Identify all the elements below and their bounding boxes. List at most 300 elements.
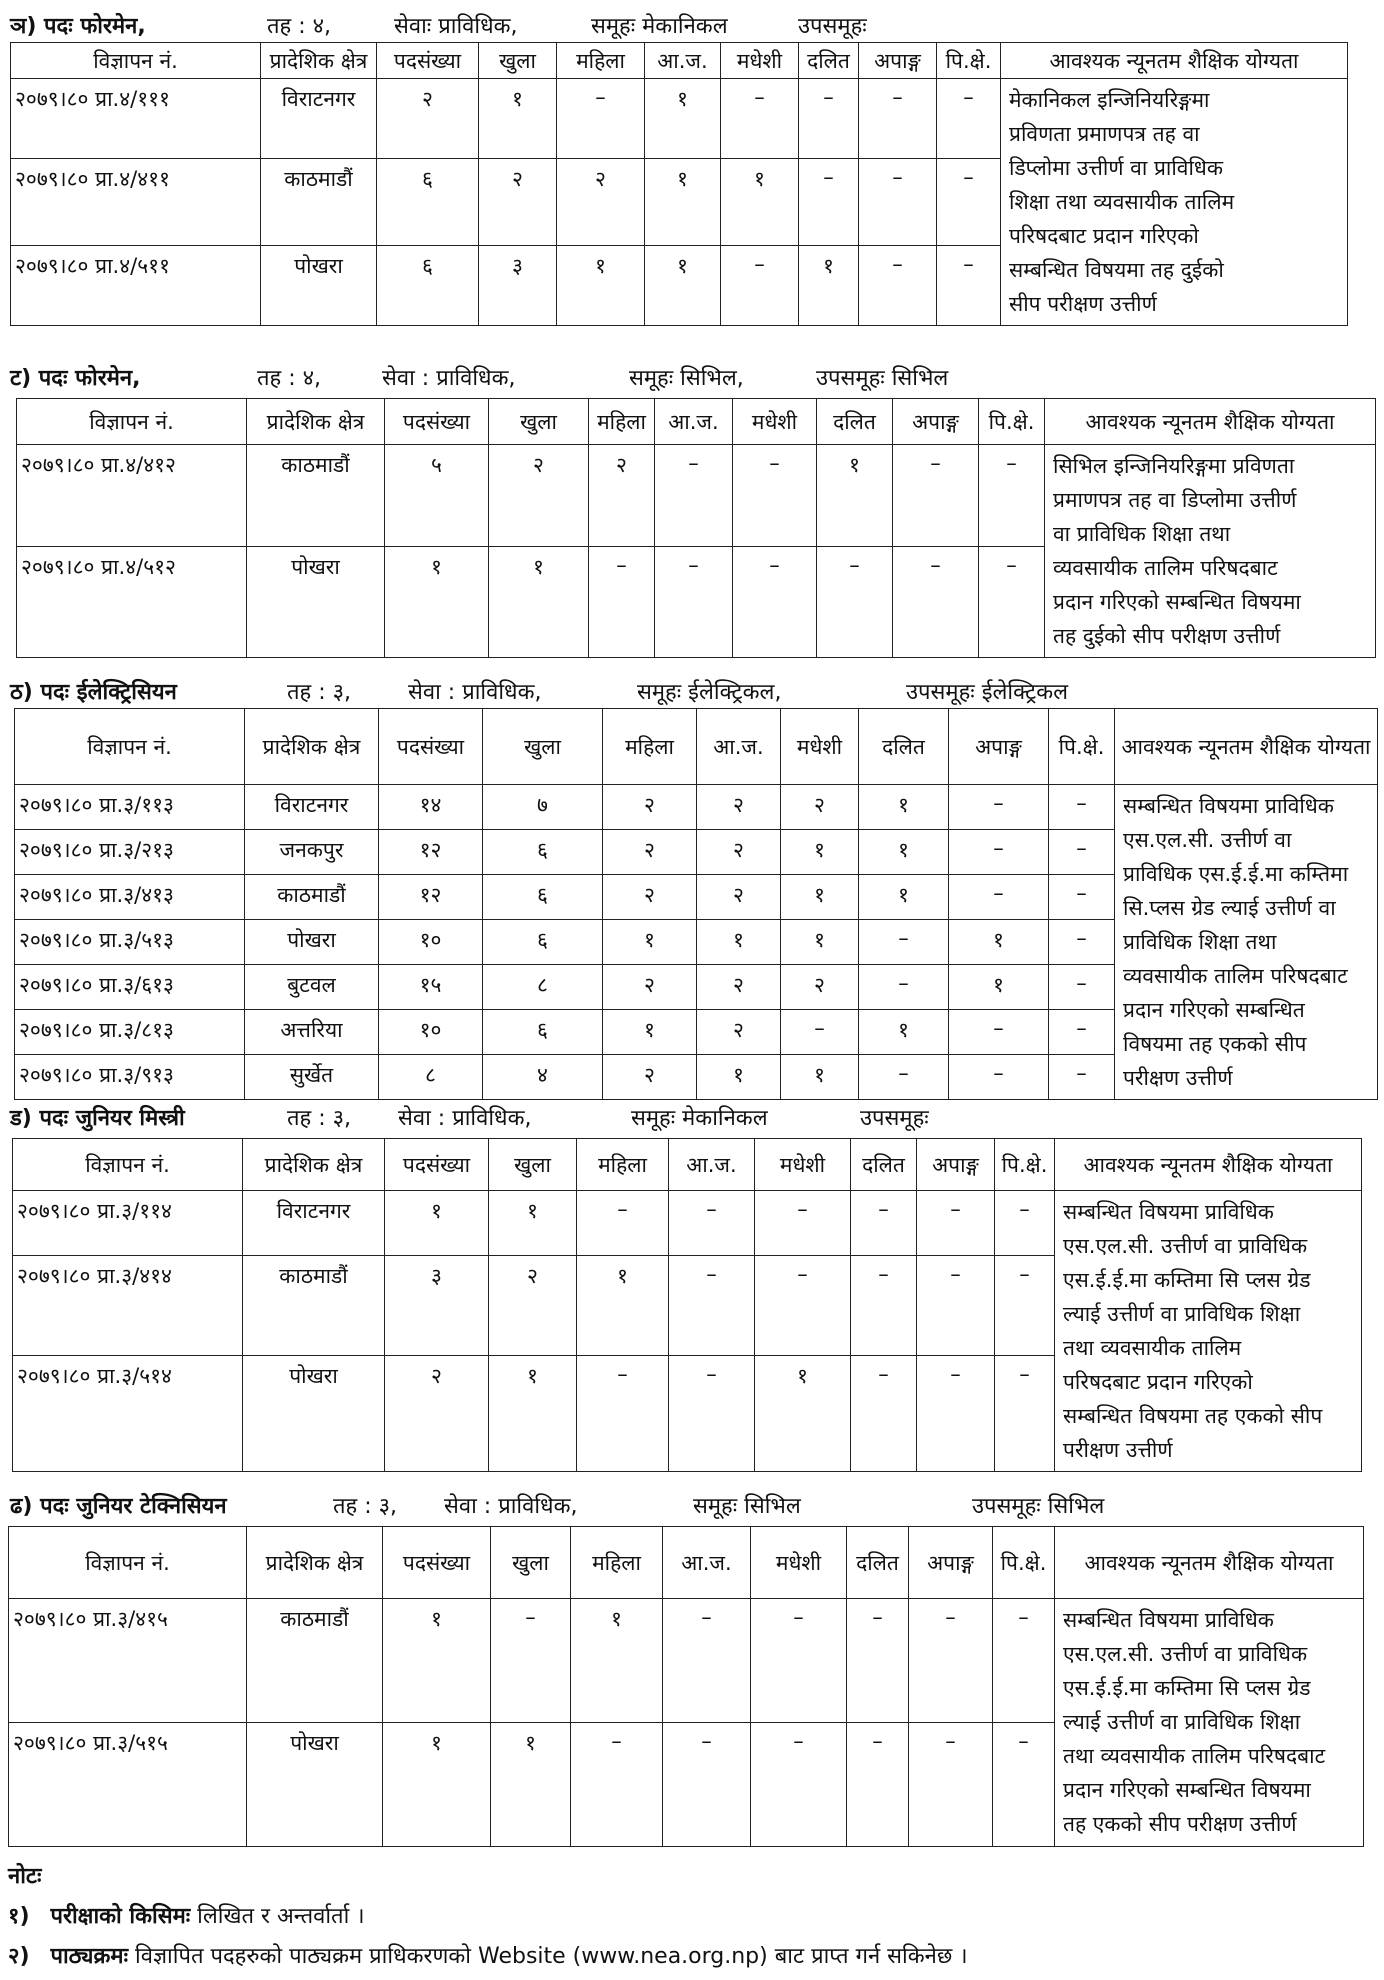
adibasi-janajati-cell: – [663, 1599, 751, 1723]
column-header: पदसंख्या [379, 709, 483, 785]
post-count-cell: २ [377, 79, 479, 159]
region-cell: जनकपुर [245, 830, 379, 875]
region-cell: बुटवल [245, 965, 379, 1010]
adibasi-janajati-cell: १ [645, 158, 721, 245]
madhesi-cell: – [751, 1723, 847, 1847]
ad-number-cell: २०७९।८० प्रा.३/५१४ [13, 1356, 243, 1472]
column-header: प्रादेशिक क्षेत्र [247, 399, 385, 445]
post-count-cell: ८ [379, 1055, 483, 1100]
dalit-cell: १ [799, 246, 859, 326]
post-count-cell: १ [383, 1723, 491, 1847]
adibasi-janajati-cell: १ [645, 79, 721, 159]
section-heading [10, 1490, 1104, 1520]
post-title: ठ) पदः ईलेक्ट्रिसियन [10, 680, 177, 705]
service: सेवा : प्राविधिक, [444, 1494, 578, 1519]
column-header: विज्ञापन नं. [17, 399, 247, 445]
adibasi-janajati-cell: २ [697, 965, 781, 1010]
open-cell: १ [489, 1191, 577, 1256]
post-title: ड) पदः जुनियर मिस्त्री [10, 1106, 185, 1131]
dalit-cell: १ [859, 875, 949, 920]
column-header: विज्ञापन नं. [11, 43, 261, 79]
madhesi-cell: – [733, 546, 817, 657]
column-header: दलित [859, 709, 949, 785]
level: तह : ४, [267, 14, 332, 39]
women-cell: १ [603, 1010, 697, 1055]
note-label: पाठ्यक्रमः [50, 1944, 129, 1969]
disabled-cell: – [893, 445, 979, 547]
region-cell: विराटनगर [261, 79, 377, 159]
qualification-line: डिप्लोमा उत्तीर्ण वा प्राविधिक [1009, 156, 1223, 180]
column-header: मधेशी [755, 1139, 851, 1191]
ad-number-cell: २०७९।८० प्रा.४/५११ [11, 246, 261, 326]
column-header: खुला [491, 1527, 571, 1599]
dalit-cell: – [847, 1723, 909, 1847]
women-cell: २ [603, 830, 697, 875]
vacancy-table [16, 398, 1376, 658]
adibasi-janajati-cell: १ [697, 920, 781, 965]
column-header: अपाङ्ग [909, 1527, 993, 1599]
column-header: दलित [847, 1527, 909, 1599]
column-header: आवश्यक न्यूनतम शैक्षिक योग्यता [1001, 43, 1348, 79]
remote-area-cell: – [995, 1255, 1055, 1355]
qualification-line: सि.प्लस ग्रेड ल्याई उत्तीर्ण वा [1123, 896, 1336, 920]
madhesi-cell: – [755, 1255, 851, 1355]
remote-area-cell: – [995, 1356, 1055, 1472]
dalit-cell: – [859, 1055, 949, 1100]
open-cell: २ [489, 1255, 577, 1355]
qualification-line: वा प्राविधिक शिक्षा तथा [1053, 522, 1231, 546]
post-count-cell: ६ [377, 158, 479, 245]
column-header: आ.ज. [655, 399, 733, 445]
open-cell: १ [489, 1356, 577, 1472]
column-header: दलित [799, 43, 859, 79]
note-number: २) [8, 1944, 30, 1969]
madhesi-cell: – [733, 445, 817, 547]
remote-area-cell: – [937, 79, 1001, 159]
qualification-line: मेकानिकल इन्जिनियरिङ्गमा [1009, 88, 1210, 112]
remote-area-cell: – [1049, 785, 1115, 830]
region-cell: काठमाडौं [245, 875, 379, 920]
adibasi-janajati-cell: – [669, 1255, 755, 1355]
madhesi-cell: २ [781, 965, 859, 1010]
qualification-cell [1055, 1191, 1362, 1472]
group: समूहः मेकानिकल [591, 14, 728, 39]
madhesi-cell: १ [721, 158, 799, 245]
column-header: आवश्यक न्यूनतम शैक्षिक योग्यता [1055, 1139, 1362, 1191]
column-header: महिला [603, 709, 697, 785]
region-cell: पोखरा [247, 1723, 383, 1847]
column-header: दलित [851, 1139, 917, 1191]
column-header: पि.क्षे. [995, 1139, 1055, 1191]
column-header: अपाङ्ग [859, 43, 937, 79]
open-cell: १ [479, 79, 557, 159]
remote-area-cell: – [993, 1599, 1055, 1723]
group: समूहः सिभिल [693, 1494, 801, 1519]
remote-area-cell: – [937, 158, 1001, 245]
remote-area-cell: – [979, 546, 1045, 657]
column-header: आ.ज. [645, 43, 721, 79]
adibasi-janajati-cell: – [663, 1723, 751, 1847]
column-header: महिला [571, 1527, 663, 1599]
madhesi-cell: १ [781, 830, 859, 875]
ad-number-cell: २०७९।८० प्रा.३/९१३ [15, 1055, 245, 1100]
post-count-cell: १ [385, 1191, 489, 1256]
remote-area-cell: – [979, 445, 1045, 547]
service: सेवा : प्राविधिक, [398, 1106, 532, 1131]
ad-number-cell: २०७९।८० प्रा.३/४१४ [13, 1255, 243, 1355]
disabled-cell: १ [949, 920, 1049, 965]
disabled-cell: – [949, 1055, 1049, 1100]
disabled-cell: – [893, 546, 979, 657]
qualification-line: प्रदान गरिएको सम्बन्धित [1123, 998, 1305, 1022]
women-cell: – [577, 1191, 669, 1256]
note-text: विज्ञापित पदहरुको पाठ्यक्रम प्राधिकरणको Website (www.nea.org.np) बाट प्राप्त गर्न सकिनेछ । [135, 1944, 968, 1969]
women-cell: २ [603, 785, 697, 830]
column-header: दलित [817, 399, 893, 445]
qualification-line: सम्बन्धित विषयमा तह दुईको [1009, 258, 1224, 282]
column-header: आवश्यक न्यूनतम शैक्षिक योग्यता [1115, 709, 1378, 785]
region-cell: पोखरा [261, 246, 377, 326]
women-cell: – [589, 546, 655, 657]
adibasi-janajati-cell: २ [697, 830, 781, 875]
adibasi-janajati-cell: २ [697, 785, 781, 830]
post-count-cell: १० [379, 1010, 483, 1055]
dalit-cell: – [851, 1191, 917, 1256]
disabled-cell: – [909, 1723, 993, 1847]
post-count-cell: १ [385, 546, 489, 657]
region-cell: पोखरा [245, 920, 379, 965]
qualification-line: व्यवसायीक तालिम परिषदबाट [1053, 556, 1278, 580]
post-count-cell: २ [385, 1356, 489, 1472]
note-item [8, 1940, 968, 1970]
madhesi-cell: – [721, 79, 799, 159]
madhesi-cell: १ [781, 875, 859, 920]
column-header: महिला [577, 1139, 669, 1191]
column-header: आवश्यक न्यूनतम शैक्षिक योग्यता [1055, 1527, 1364, 1599]
column-header: खुला [479, 43, 557, 79]
region-cell: सुर्खेत [245, 1055, 379, 1100]
disabled-cell: १ [949, 965, 1049, 1010]
dalit-cell: – [799, 79, 859, 159]
open-cell: २ [479, 158, 557, 245]
post-count-cell: ६ [377, 246, 479, 326]
open-cell: ४ [483, 1055, 603, 1100]
level: तह : ३, [287, 680, 352, 705]
column-header: महिला [557, 43, 645, 79]
dalit-cell: १ [859, 785, 949, 830]
disabled-cell: – [949, 830, 1049, 875]
level: तह : ३, [333, 1494, 398, 1519]
column-header: पदसंख्या [385, 399, 489, 445]
remote-area-cell: – [1049, 965, 1115, 1010]
column-header: प्रादेशिक क्षेत्र [243, 1139, 385, 1191]
post-count-cell: १२ [379, 830, 483, 875]
women-cell: १ [603, 920, 697, 965]
column-header: विज्ञापन नं. [9, 1527, 247, 1599]
madhesi-cell: – [755, 1191, 851, 1256]
dalit-cell: – [799, 158, 859, 245]
post-title: ढ) पदः जुनियर टेक्निसियन [10, 1494, 227, 1519]
ad-number-cell: २०७९।८० प्रा.३/६१३ [15, 965, 245, 1010]
qualification-line: विषयमा तह एकको सीप [1123, 1032, 1307, 1056]
table-row [15, 785, 1378, 830]
region-cell: विराटनगर [245, 785, 379, 830]
note-label: परीक्षाको किसिमः [50, 1904, 191, 1929]
column-header: पि.क्षे. [937, 43, 1001, 79]
adibasi-janajati-cell: – [655, 445, 733, 547]
region-cell: विराटनगर [243, 1191, 385, 1256]
remote-area-cell: – [995, 1191, 1055, 1256]
vacancy-table [8, 1526, 1364, 1847]
women-cell: २ [557, 158, 645, 245]
post-count-cell: १५ [379, 965, 483, 1010]
column-header: अपाङ्ग [949, 709, 1049, 785]
column-header: आ.ज. [697, 709, 781, 785]
adibasi-janajati-cell: – [669, 1356, 755, 1472]
dalit-cell: – [817, 546, 893, 657]
qualification-line: व्यवसायीक तालिम परिषदबाट [1123, 964, 1348, 988]
notes-block [8, 1860, 968, 1980]
dalit-cell: १ [859, 1010, 949, 1055]
dalit-cell: – [847, 1599, 909, 1723]
adibasi-janajati-cell: २ [697, 875, 781, 920]
qualification-line: सम्बन्धित विषयमा प्राविधिक [1063, 1200, 1274, 1224]
qualification-line: परिषदबाट प्रदान गरिएको [1009, 224, 1199, 248]
post-count-cell: १ [383, 1599, 491, 1723]
service: सेवा : प्राविधिक, [408, 680, 542, 705]
column-header: आ.ज. [669, 1139, 755, 1191]
remote-area-cell: – [993, 1723, 1055, 1847]
adibasi-janajati-cell: १ [697, 1055, 781, 1100]
adibasi-janajati-cell: १ [645, 246, 721, 326]
remote-area-cell: – [1049, 920, 1115, 965]
disabled-cell: – [917, 1255, 995, 1355]
column-header: पि.क्षे. [1049, 709, 1115, 785]
subgroup: उपसमूहः सिभिल [972, 1494, 1105, 1519]
open-cell: ६ [483, 1010, 603, 1055]
qualification-line: सम्बन्धित विषयमा प्राविधिक [1063, 1608, 1274, 1632]
column-header: खुला [489, 399, 589, 445]
disabled-cell: – [949, 1010, 1049, 1055]
women-cell: २ [603, 1055, 697, 1100]
qualification-line: परीक्षण उत्तीर्ण [1063, 1438, 1173, 1462]
column-header: आवश्यक न्यूनतम शैक्षिक योग्यता [1045, 399, 1376, 445]
ad-number-cell: २०७९।८० प्रा.३/५१३ [15, 920, 245, 965]
adibasi-janajati-cell: – [669, 1191, 755, 1256]
disabled-cell: – [949, 875, 1049, 920]
qualification-line: एस.एल.सी. उत्तीर्ण वा प्राविधिक [1063, 1642, 1308, 1666]
table-row [17, 445, 1376, 547]
level: तह : ४, [257, 366, 322, 391]
qualification-line: एस.ई.ई.मा कम्तिमा सि प्लस ग्रेड [1063, 1676, 1311, 1700]
adibasi-janajati-cell: २ [697, 1010, 781, 1055]
table-header-row [15, 709, 1378, 785]
madhesi-cell: १ [781, 1055, 859, 1100]
qualification-line: एस.ई.ई.मा कम्तिमा सि प्लस ग्रेड [1063, 1268, 1311, 1292]
open-cell: ६ [483, 875, 603, 920]
qualification-line: प्रविणता प्रमाणपत्र तह वा [1009, 122, 1200, 146]
madhesi-cell: – [781, 1010, 859, 1055]
open-cell: १ [489, 546, 589, 657]
table-header-row [11, 43, 1348, 79]
qualification-cell [1001, 79, 1348, 326]
qualification-cell [1055, 1599, 1364, 1847]
table-header-row [17, 399, 1376, 445]
qualification-line: ल्याई उत्तीर्ण वा प्राविधिक शिक्षा [1063, 1710, 1301, 1734]
table-header-row [13, 1139, 1362, 1191]
subgroup: उपसमूहः [860, 1106, 929, 1131]
subgroup: उपसमूहः ईलेक्ट्रिकल [906, 680, 1069, 705]
open-cell: ७ [483, 785, 603, 830]
open-cell: ३ [479, 246, 557, 326]
post-count-cell: १२ [379, 875, 483, 920]
remote-area-cell: – [1049, 1010, 1115, 1055]
dalit-cell: – [851, 1356, 917, 1472]
column-header: अपाङ्ग [893, 399, 979, 445]
women-cell: २ [603, 875, 697, 920]
disabled-cell: – [917, 1356, 995, 1472]
region-cell: काठमाडौं [247, 1599, 383, 1723]
qualification-line: प्रदान गरिएको सम्बन्धित विषयमा [1063, 1778, 1311, 1802]
ad-number-cell: २०७९।८० प्रा.४/४१२ [17, 445, 247, 547]
open-cell: ६ [483, 920, 603, 965]
post-title: ञ) पदः फोरमेन, [10, 14, 146, 39]
notes-title: नोटः [8, 1864, 42, 1889]
note-text: लिखित र अन्तर्वार्ता । [197, 1904, 365, 1929]
region-cell: पोखरा [247, 546, 385, 657]
qualification-line: प्रमाणपत्र तह वा डिप्लोमा उत्तीर्ण [1053, 488, 1297, 512]
qualification-line: शिक्षा तथा व्यवसायीक तालिम [1009, 190, 1235, 214]
open-cell: २ [489, 445, 589, 547]
qualification-line: प्रदान गरिएको सम्बन्धित विषयमा [1053, 590, 1301, 614]
column-header: पदसंख्या [385, 1139, 489, 1191]
ad-number-cell: २०७९।८० प्रा.४/५१२ [17, 546, 247, 657]
level: तह : ३, [287, 1106, 352, 1131]
qualification-line: सम्बन्धित विषयमा तह एकको सीप [1063, 1404, 1323, 1428]
ad-number-cell: २०७९।८० प्रा.३/४१३ [15, 875, 245, 920]
region-cell: काठमाडौं [243, 1255, 385, 1355]
service: सेवा : प्राविधिक, [382, 366, 516, 391]
disabled-cell: – [949, 785, 1049, 830]
post-title: ट) पदः फोरमेन, [10, 366, 141, 391]
service: सेवाः प्राविधिक, [394, 14, 518, 39]
column-header: खुला [489, 1139, 577, 1191]
ad-number-cell: २०७९।८० प्रा.४/४११ [11, 158, 261, 245]
disabled-cell: – [909, 1599, 993, 1723]
madhesi-cell: १ [781, 920, 859, 965]
women-cell: २ [603, 965, 697, 1010]
column-header: मधेशी [733, 399, 817, 445]
post-count-cell: ३ [385, 1255, 489, 1355]
women-cell: १ [577, 1255, 669, 1355]
region-cell: अत्तरिया [245, 1010, 379, 1055]
post-count-cell: ५ [385, 445, 489, 547]
region-cell: काठमाडौं [247, 445, 385, 547]
section-heading [10, 676, 1068, 706]
column-header: पदसंख्या [377, 43, 479, 79]
women-cell: – [557, 79, 645, 159]
qualification-line: परिषदबाट प्रदान गरिएको [1063, 1370, 1253, 1394]
madhesi-cell: २ [781, 785, 859, 830]
table-row [11, 79, 1348, 159]
table-header-row [9, 1527, 1364, 1599]
column-header: आ.ज. [663, 1527, 751, 1599]
madhesi-cell: १ [755, 1356, 851, 1472]
qualification-line: ल्याई उत्तीर्ण वा प्राविधिक शिक्षा [1063, 1302, 1301, 1326]
qualification-line: तथा व्यवसायीक तालिम परिषदबाट [1063, 1744, 1326, 1768]
column-header: खुला [483, 709, 603, 785]
region-cell: काठमाडौं [261, 158, 377, 245]
ad-number-cell: २०७९।८० प्रा.३/२१३ [15, 830, 245, 875]
qualification-line: प्राविधिक एस.ई.ई.मा कम्तिमा [1123, 862, 1349, 886]
note-number: १) [8, 1904, 30, 1929]
qualification-line: तह एकको सीप परीक्षण उत्तीर्ण [1063, 1812, 1297, 1836]
ad-number-cell: २०७९।८० प्रा.४/१११ [11, 79, 261, 159]
remote-area-cell: – [1049, 875, 1115, 920]
column-header: अपाङ्ग [917, 1139, 995, 1191]
subgroup: उपसमूहः सिभिल [816, 366, 949, 391]
women-cell: १ [557, 246, 645, 326]
column-header: पि.क्षे. [993, 1527, 1055, 1599]
open-cell: ६ [483, 830, 603, 875]
remote-area-cell: – [1049, 830, 1115, 875]
ad-number-cell: २०७९।८० प्रा.३/८१३ [15, 1010, 245, 1055]
column-header: पि.क्षे. [979, 399, 1045, 445]
qualification-line: परीक्षण उत्तीर्ण [1123, 1066, 1233, 1090]
region-cell: पोखरा [243, 1356, 385, 1472]
vacancy-table [12, 1138, 1362, 1472]
qualification-cell [1115, 785, 1378, 1100]
disabled-cell: – [859, 246, 937, 326]
women-cell: – [571, 1723, 663, 1847]
column-header: मधेशी [781, 709, 859, 785]
table-row [9, 1599, 1364, 1723]
section-heading [10, 1102, 929, 1132]
column-header: मधेशी [721, 43, 799, 79]
disabled-cell: – [859, 79, 937, 159]
qualification-line: एस.एल.सी. उत्तीर्ण वा [1123, 828, 1292, 852]
qualification-line: सम्बन्धित विषयमा प्राविधिक [1123, 794, 1334, 818]
dalit-cell: १ [817, 445, 893, 547]
column-header: प्रादेशिक क्षेत्र [245, 709, 379, 785]
column-header: विज्ञापन नं. [15, 709, 245, 785]
open-cell: ८ [483, 965, 603, 1010]
remote-area-cell: – [1049, 1055, 1115, 1100]
dalit-cell: १ [859, 830, 949, 875]
ad-number-cell: २०७९।८० प्रा.३/११४ [13, 1191, 243, 1256]
ad-number-cell: २०७९।८० प्रा.३/४१५ [9, 1599, 247, 1723]
post-count-cell: १४ [379, 785, 483, 830]
note-item [8, 1900, 968, 1930]
madhesi-cell: – [751, 1599, 847, 1723]
open-cell: १ [491, 1723, 571, 1847]
ad-number-cell: २०७९।८० प्रा.३/११३ [15, 785, 245, 830]
qualification-line: एस.एल.सी. उत्तीर्ण वा प्राविधिक [1063, 1234, 1308, 1258]
post-count-cell: १० [379, 920, 483, 965]
qualification-line: तह दुईको सीप परीक्षण उत्तीर्ण [1053, 624, 1281, 648]
ad-number-cell: २०७९।८० प्रा.३/५१५ [9, 1723, 247, 1847]
qualification-line: सिभिल इन्जिनियरिङ्गमा प्रविणता [1053, 454, 1295, 478]
open-cell: – [491, 1599, 571, 1723]
column-header: प्रादेशिक क्षेत्र [247, 1527, 383, 1599]
vacancy-table [10, 42, 1348, 326]
women-cell: १ [571, 1599, 663, 1723]
group: समूहः सिभिल, [629, 366, 744, 391]
column-header: विज्ञापन नं. [13, 1139, 243, 1191]
column-header: पदसंख्या [383, 1527, 491, 1599]
dalit-cell: – [859, 965, 949, 1010]
section-heading [10, 10, 867, 40]
